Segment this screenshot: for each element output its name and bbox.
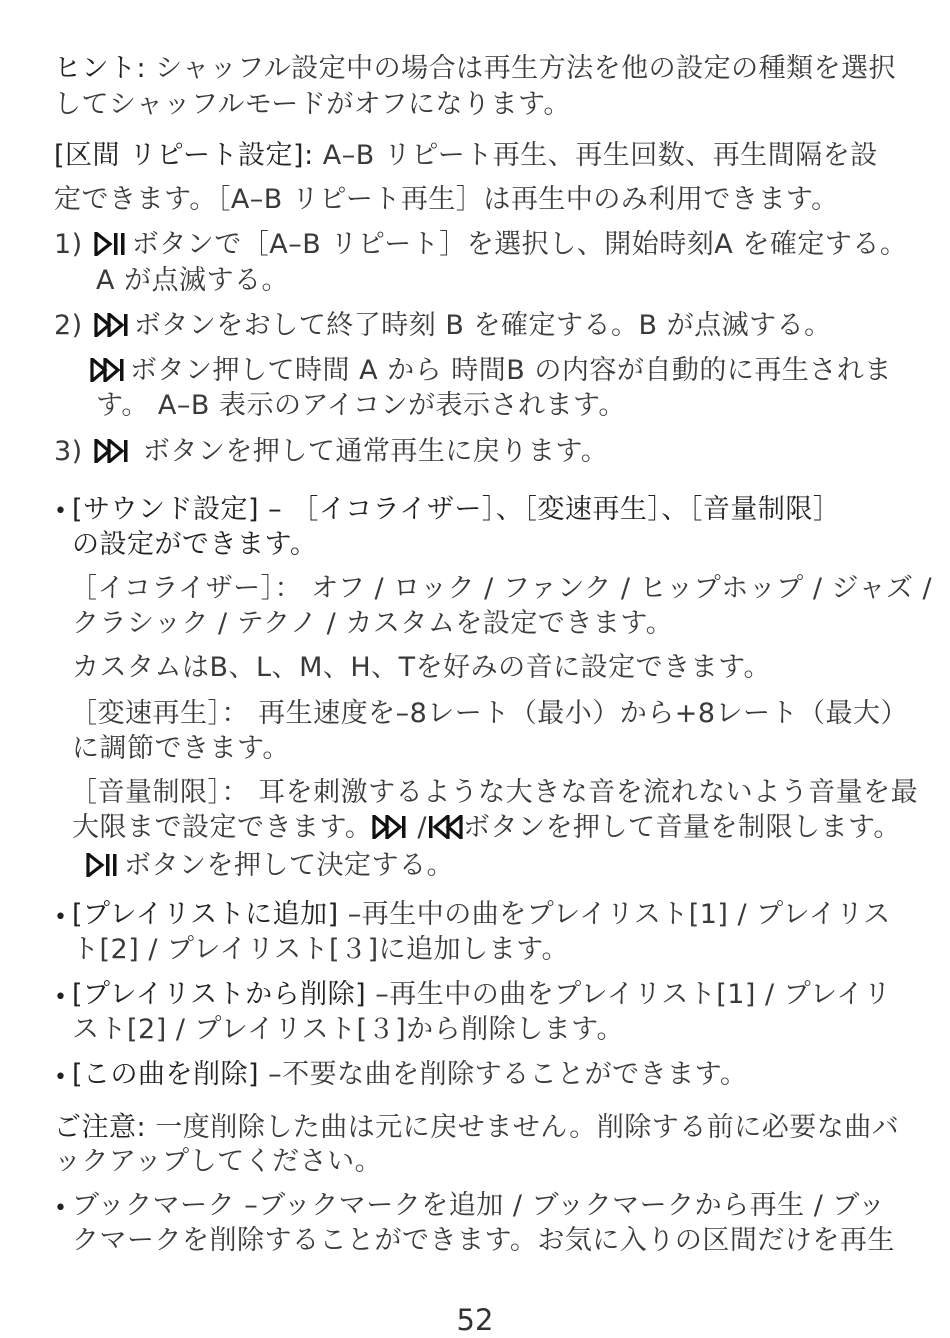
- next-track-icon: [372, 815, 408, 839]
- page-number: 52: [456, 1303, 494, 1337]
- equalizer-line-1: ［イコライザー］： オフ / ロック / ファンク / ヒップホップ / ジャズ /: [70, 573, 933, 604]
- repeat-line-1: [54, 139, 878, 173]
- step-1-line-2: A が点滅する。: [96, 265, 290, 296]
- playlist-remove-text-1: –再生中の曲をプレイリスト[1] / プレイリ: [366, 979, 892, 1010]
- bullet-playlist-add: •: [54, 905, 67, 930]
- sound-line-1: [サウンド設定] – ［イコライザー］、［変速再生］、［音量制限］: [72, 494, 841, 525]
- previous-track-icon: [427, 815, 463, 839]
- step-3-number: 3): [54, 436, 83, 467]
- caution-line-2: ックアップしてください。: [54, 1146, 383, 1177]
- repeat-label: [区間 リピート設定]:: [54, 140, 314, 171]
- volume-line-2: [72, 811, 901, 845]
- playlist-add-line-1: [72, 898, 891, 932]
- play-pause-icon: [86, 853, 120, 877]
- step-2-sub-line-1: [90, 354, 892, 388]
- hint-label: ヒント:: [54, 53, 147, 84]
- caution-text-1: 一度削除した曲は元に戻せません。削除する前に必要な曲バ: [146, 1112, 900, 1143]
- step-2-number: 2): [54, 310, 83, 341]
- volume-text-a: 大限まで設定できます。: [72, 812, 373, 843]
- playlist-add-line-2: ト[2] / プレイリスト[３]に追加します。: [72, 934, 569, 965]
- next-track-icon: [90, 358, 126, 382]
- playlist-add-label: [プレイリストに追加]: [72, 899, 339, 930]
- step-1-line-1: [54, 228, 907, 262]
- playlist-remove-label: [プレイリストから削除]: [72, 979, 367, 1010]
- step-2-sub-line-2: す。 A–B 表示のアイコンが表示されます。: [96, 390, 626, 421]
- bullet-delete-song: •: [54, 1065, 67, 1090]
- hint-text-1: シャッフル設定中の場合は再生方法を他の設定の種類を選択: [146, 53, 897, 84]
- next-track-icon: [94, 439, 130, 463]
- next-track-icon: [94, 313, 130, 337]
- playlist-add-text-1: –再生中の曲をプレイリスト[1] / プレイリス: [338, 899, 891, 930]
- delete-song-text: –不要な曲を削除することができます。: [259, 1059, 748, 1090]
- play-pause-icon: [94, 232, 128, 256]
- bookmark-line-2: クマークを削除することができます。お気に入りの区間だけを再生: [72, 1225, 895, 1256]
- volume-separator: /: [408, 812, 428, 843]
- volume-line-1: ［音量制限］： 耳を刺激するような大きな音を流れないよう音量を最: [70, 777, 919, 808]
- playlist-remove-line-1: [72, 978, 891, 1012]
- caution-line-1: [54, 1111, 899, 1145]
- bookmark-line-1: ブックマーク –ブックマークを追加 / ブックマークから再生 / ブッ: [72, 1190, 886, 1221]
- hint-line-2: してシャッフルモードがオフになります。: [54, 89, 571, 120]
- step-2-text: ボタンをおして終了時刻 B を確定する。B が点滅する。: [133, 310, 832, 341]
- step-3-text: ボタンを押して通常再生に戻ります。: [133, 436, 609, 467]
- step-2-sub-text-1: ボタン押して時間 A から 時間B の内容が自動的に再生されま: [130, 355, 892, 386]
- step-2-line-1: [54, 309, 832, 343]
- delete-song-label: [この曲を削除]: [72, 1059, 260, 1090]
- custom-line: カスタムはB、L、M、H、Tを好みの音に設定できます。: [72, 652, 771, 683]
- hint-line-1: [54, 52, 896, 86]
- step-1-text: ボタンで［A–B リピート］を選択し、開始時刻A を確定する。: [131, 229, 908, 260]
- speed-line-2: に調節できます。: [72, 733, 290, 764]
- step-3-line-1: [54, 435, 608, 469]
- caution-label: ご注意:: [54, 1112, 147, 1143]
- volume-text-3: ボタンを押して決定する。: [124, 850, 454, 881]
- playlist-remove-line-2: スト[2] / プレイリスト[３]から削除します。: [72, 1014, 624, 1045]
- bullet-bookmark: •: [54, 1196, 67, 1221]
- repeat-line-2: 定できます。［A–B リピート再生］は再生中のみ利用できます。: [54, 184, 839, 215]
- speed-line-1: ［変速再生］： 再生速度を–8レート（最小）から+8レート（最大）: [70, 698, 909, 729]
- volume-line-3: [86, 849, 454, 883]
- repeat-text-1: A–B リピート再生、再生回数、再生間隔を設: [313, 140, 878, 171]
- equalizer-line-2: クラシック / テクノ / カスタムを設定できます。: [72, 608, 674, 639]
- bullet-playlist-remove: •: [54, 985, 67, 1010]
- bullet-sound: •: [54, 499, 67, 524]
- step-1-number: 1): [54, 229, 83, 260]
- delete-song-line: [72, 1058, 748, 1092]
- sound-line-2: の設定ができます。: [72, 529, 318, 560]
- volume-text-b: ボタンを押して音量を制限します。: [463, 812, 901, 843]
